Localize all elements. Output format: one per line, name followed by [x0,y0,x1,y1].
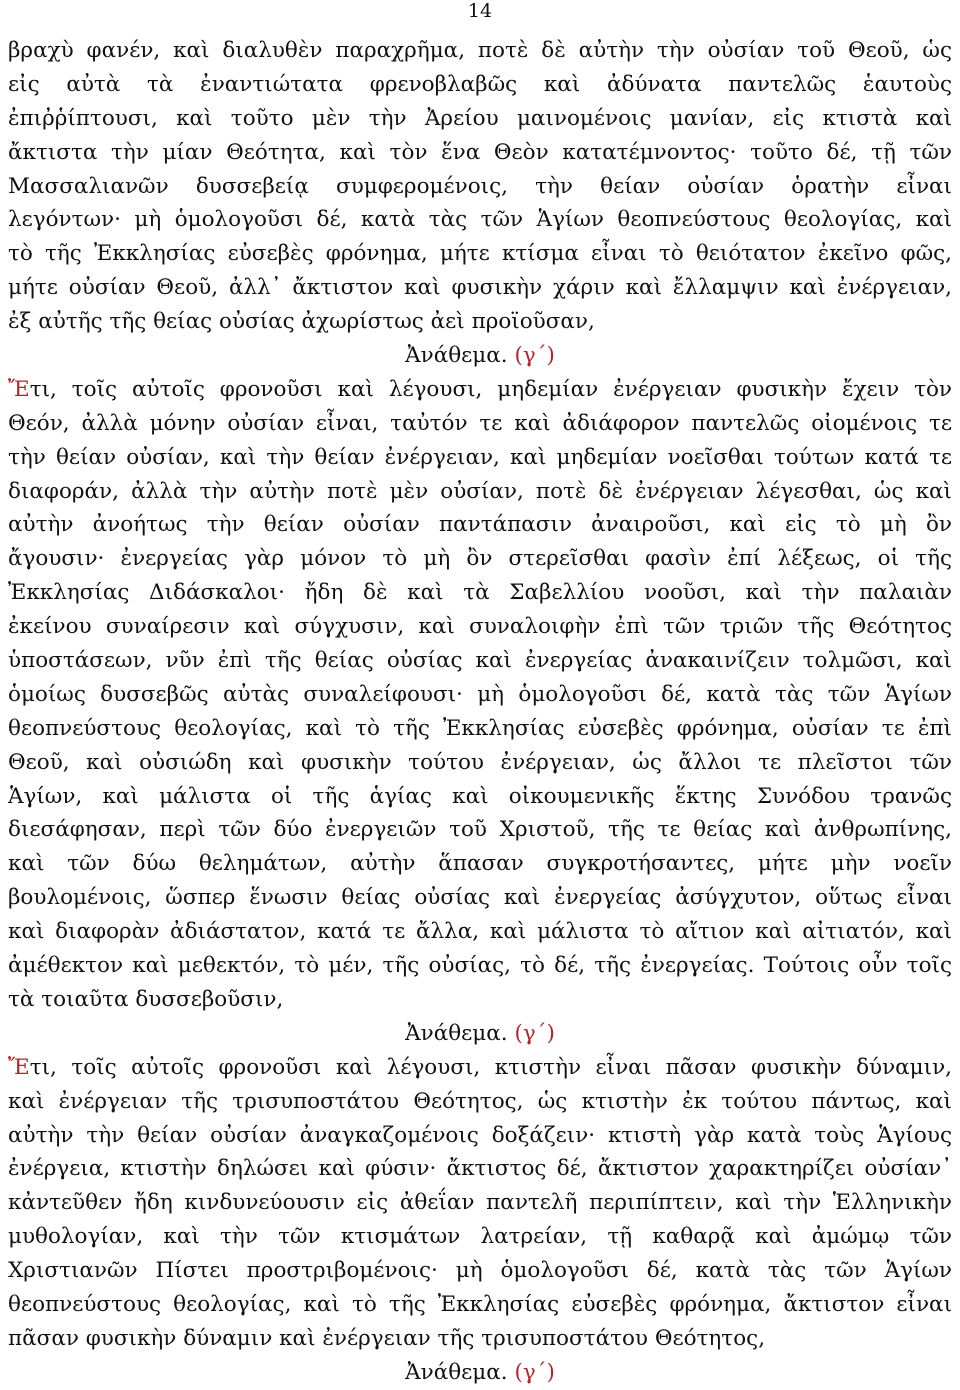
text-line [8,1051,952,1085]
text-line: θεοπνεύστους θεολογίας, καὶ τὸ τῆς Ἐκκλησίας εὐσεβὲς φρόνημα, οὐσίαν τε ἐπὶ [8,715,952,741]
text-line: Ἁγίων, καὶ μάλιστα οἱ τῆς ἁγίας καὶ οἰκουμενικῆς ἕκτης Συνόδου τρανῶς [8,783,952,809]
text-line: Χριστιανῶν Πίστει προστριβομένοις· μὴ ὁμολογοῦσι δέ, κατὰ τὰς τῶν Ἁγίων [8,1258,952,1284]
text-line: ὑποστάσεων, νῦν ἐπὶ τῆς θείας οὐσίας καὶ ἐνεργείας ἀνακαινίζειν τολμῶσι, καὶ [8,648,952,674]
text-line: ἀμέθεκτον καὶ μεθεκτόν, τὸ μέν, τῆς οὐσίας, τὸ δέ, τῆς ἐνεργείας. Τούτοις οὖν τοῖς [8,953,952,979]
text-line: Θεόν, ἀλλὰ μόνην οὐσίαν εἶναι, ταὐτόν τε καὶ ἀδιάφορον παντελῶς οἰομένοις τε [8,410,952,436]
text-line: ὁμοίως δυσσεβῶς αὐτὰς συναλείφουσι· μὴ ὁμολογοῦσι δέ, κατὰ τὰς τῶν Ἁγίων [8,681,952,707]
anathema-heading [8,1356,952,1390]
line-rest: τι, τοῖς αὐτοῖς φρονοῦσι καὶ λέγουσι, κτιστὴν εἶναι πᾶσαν φυσικὴν δύναμιν, [29,1054,952,1080]
text-line: ἐκείνου συναίρεσιν καὶ σύγχυσιν, καὶ συναλοιφὴν ἐπὶ τῶν τριῶν τῆς Θεότητος [8,614,952,640]
text-line: αὐτὴν ἀνοήτως τὴν θείαν οὐσίαν παντάπασιν ἀναιροῦσι, καὶ εἰς τὸ μὴ ὂν [8,512,952,538]
text-line: μήτε οὐσίαν Θεοῦ, ἀλλ᾽ ἄκτιστον καὶ φυσικὴν χάριν καὶ ἔλλαμψιν καὶ ἐνέργειαν, [8,275,952,301]
paragraph-2 [8,373,952,1017]
anathema-heading [8,1017,952,1051]
text-line: τὰ τοιαῦτα δυσσεβοῦσιν, [8,986,284,1012]
text-line: πᾶσαν φυσικὴν δύναμιν καὶ ἐνέργειαν τῆς τρισυποστάτου Θεότητος, [8,1325,766,1351]
text-line: αὐτὴν τὴν θείαν οὐσίαν ἀναγκαζομένοις δοξάζειν· κτιστὴ γὰρ κατὰ τοὺς Ἁγίους [8,1122,952,1148]
paragraph-3 [8,1051,952,1356]
anathema-mark: (γ´) [514,1359,555,1385]
text-line: κἀντεῦθεν ἤδη κινδυνεύουσιν εἰς ἀθεΐαν παντελῆ περιπίπτειν, καὶ τὴν Ἑλληνικὴν [8,1190,952,1216]
anathema-word: Ἀνάθεμα. [405,1359,508,1385]
text-line: ἄκτιστα τὴν μίαν Θεότητα, καὶ τὸν ἕνα Θεὸν κατατέμνοντος· τοῦτο δέ, τῇ τῶν [8,139,952,165]
text-line: τὴν θείαν οὐσίαν, καὶ τὴν θείαν ἐνέργειαν, καὶ μηδεμίαν νοεῖσθαι τούτων κατά τε [8,444,952,470]
text-line: μυθολογίαν, καὶ τὴν τῶν κτισμάτων λατρείαν, τῇ καθαρᾷ καὶ ἀμώμῳ τῶν [8,1224,952,1250]
initial-letter: Ἔ [8,1054,30,1080]
text-line: Μασσαλιανῶν δυσσεβείᾳ συμφερομένοις, τὴν θείαν οὐσίαν ὁρατὴν εἶναι [8,173,952,199]
text-line: διαφοράν, ἀλλὰ τὴν αὐτὴν ποτὲ μὲν οὐσίαν, ποτὲ δὲ ἐνέργειαν λέγεσθαι, ὡς καὶ [8,478,952,504]
text-line: θεοπνεύστους θεολογίας, καὶ τὸ τῆς Ἐκκλησίας εὐσεβὲς φρόνημα, ἄκτιστον εἶναι [8,1291,952,1317]
text-line: βουλομένοις, ὥσπερ ἕνωσιν θείας οὐσίας καὶ ἐνεργείας ἀσύγχυτον, οὕτως εἶναι [8,885,952,911]
text-line: τὸ τῆς Ἐκκλησίας εὐσεβὲς φρόνημα, μήτε κτίσμα εἶναι τὸ θειότατον ἐκεῖνο φῶς, [8,241,952,267]
text-line [8,373,952,407]
text-line: εἰς αὐτὰ τὰ ἐναντιώτατα φρενοβλαβῶς καὶ ἀδύνατα παντελῶς ἑαυτοὺς [8,71,952,97]
text-line: διεσάφησαν, περὶ τῶν δύο ἐνεργειῶν τοῦ Χριστοῦ, τῆς τε θείας καὶ ἀνθρωπίνης, [8,817,952,843]
text-line: ἐνέργεια, κτιστὴν δηλώσει καὶ φύσιν· ἄκτιστος δέ, ἄκτιστον χαρακτηρίζει οὐσίαν᾽ [8,1156,952,1182]
page-number: 14 [467,0,493,22]
initial-letter: Ἔ [8,376,30,402]
anathema-heading [8,339,952,373]
anathema-mark: (γ´) [514,1020,555,1046]
anathema-mark: (γ´) [514,343,555,369]
text-line: λεγόντων· μὴ ὁμολογοῦσι δέ, κατὰ τὰς τῶν Ἁγίων θεοπνεύστους θεολογίας, καὶ [8,207,952,233]
text-line: Θεοῦ, καὶ οὐσιώδη καὶ φυσικὴν τούτου ἐνέργειαν, ὡς ἄλλοι τε πλεῖστοι τῶν [8,749,952,775]
text-line: βραχὺ φανέν, καὶ διαλυθὲν παραχρῆμα, ποτὲ δὲ αὐτὴν τὴν οὐσίαν τοῦ Θεοῦ, ὡς [8,38,952,63]
line-rest: τι, τοῖς αὐτοῖς φρονοῦσι καὶ λέγουσι, μηδεμίαν ἐνέργειαν φυσικὴν ἔχειν τὸν [29,376,952,402]
text-line: ἐπιῤῥίπτουσι, καὶ τοῦτο μὲν τὴν Ἀρείου μαινομένοις μανίαν, εἰς κτιστὰ καὶ [8,105,952,131]
anathema-word: Ἀνάθεμα. [405,343,508,369]
text-line: ἐξ αὐτῆς τῆς θείας οὐσίας ἀχωρίστως ἀεὶ προϊοῦσαν, [8,309,595,335]
anathema-word: Ἀνάθεμα. [405,1020,508,1046]
text-line: καὶ τῶν δύω θελημάτων, αὐτὴν ἅπασαν συγκροτήσαντες, μήτε μὴν νοεῖν [8,851,952,877]
text-line: ἄγουσιν· ἐνεργείας γὰρ μόνον τὸ μὴ ὂν στερεῖσθαι φασὶν ἐπί λέξεως, οἱ τῆς [8,546,952,572]
text-line: Ἐκκλησίας Διδάσκαλοι· ἤδη δὲ καὶ τὰ Σαβελλίου νοοῦσι, καὶ τὴν παλαιὰν [8,580,952,606]
body-text [8,34,952,1390]
paragraph-1 [8,34,952,339]
text-line: καὶ ἐνέργειαν τῆς τρισυποστάτου Θεότητος, ὡς κτιστὴν ἐκ τούτου πάντως, καὶ [8,1088,952,1114]
text-line: καὶ διαφορὰν ἀδιάστατον, κατά τε ἄλλα, καὶ μάλιστα τὸ αἴτιον καὶ αἰτιατόν, καὶ [8,919,952,945]
